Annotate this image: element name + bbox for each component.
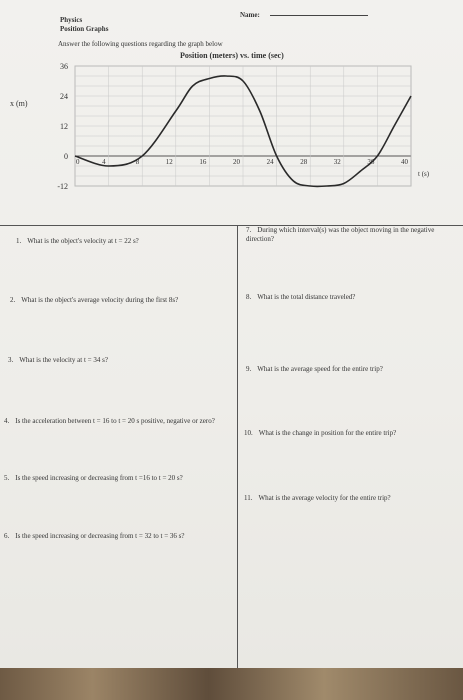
- instructions: Answer the following questions regarding the graph below: [58, 40, 223, 48]
- position-time-graph: [0, 44, 463, 204]
- question-3: 3. What is the velocity at t = 34 s?: [8, 356, 108, 364]
- x-tick-label: 36: [367, 158, 375, 166]
- x-tick-label: 20: [233, 158, 240, 166]
- name-label: Name:: [240, 11, 260, 19]
- topic-title: Position Graphs: [60, 25, 109, 33]
- question-8: 8. What is the total distance traveled?: [246, 293, 356, 301]
- question-10: 10. What is the change in position for the entire trip?: [244, 429, 397, 437]
- y-axis-label: x (m): [10, 99, 28, 108]
- question-2: 2. What is the object's average velocity during the first 8s?: [10, 296, 179, 304]
- x-tick-labels: [102, 158, 408, 166]
- x-tick-label: 12: [165, 158, 173, 166]
- desk-surface-strip: [0, 668, 463, 700]
- gridlines: [75, 66, 411, 186]
- x-tick-label: 32: [333, 158, 341, 166]
- question-4: 4. Is the acceleration between t = 16 to t = 20 s positive, negative or zero?: [4, 417, 215, 425]
- y-tick-label: 36: [60, 62, 68, 71]
- question-5: 5. Is the speed increasing or decreasing from t =16 to t = 20 s?: [4, 474, 183, 482]
- question-9: 9. What is the average speed for the entire trip?: [246, 365, 383, 373]
- question-11: 11. What is the average velocity for the entire trip?: [244, 494, 391, 502]
- question-7: 7. During which interval(s) was the object moving in the negative direction?: [246, 226, 435, 243]
- y-tick-label: 0: [64, 152, 68, 161]
- y-tick-label: -12: [57, 182, 68, 191]
- graph-title: Position (meters) vs. time (sec): [180, 51, 284, 60]
- question-6: 6. Is the speed increasing or decreasing from t = 32 to t = 36 s?: [4, 532, 185, 540]
- question-1: 1. What is the object's velocity at t = 22 s?: [16, 237, 139, 245]
- x-axis-label: t (s): [418, 170, 430, 178]
- x-tick-label: 16: [199, 158, 207, 166]
- x-tick-label: 24: [266, 158, 274, 166]
- y-tick-labels: [57, 62, 80, 191]
- answer-grid-divider: [237, 225, 238, 668]
- x-origin-label: 0: [76, 158, 80, 166]
- x-tick-label: 28: [300, 158, 308, 166]
- name-line[interactable]: [270, 15, 368, 16]
- y-tick-label: 24: [60, 92, 68, 101]
- y-tick-label: 12: [60, 122, 68, 131]
- x-tick-label: 8: [135, 158, 140, 166]
- course-title: Physics: [60, 16, 83, 24]
- x-tick-label: 40: [401, 158, 408, 166]
- x-tick-label: 4: [102, 158, 106, 166]
